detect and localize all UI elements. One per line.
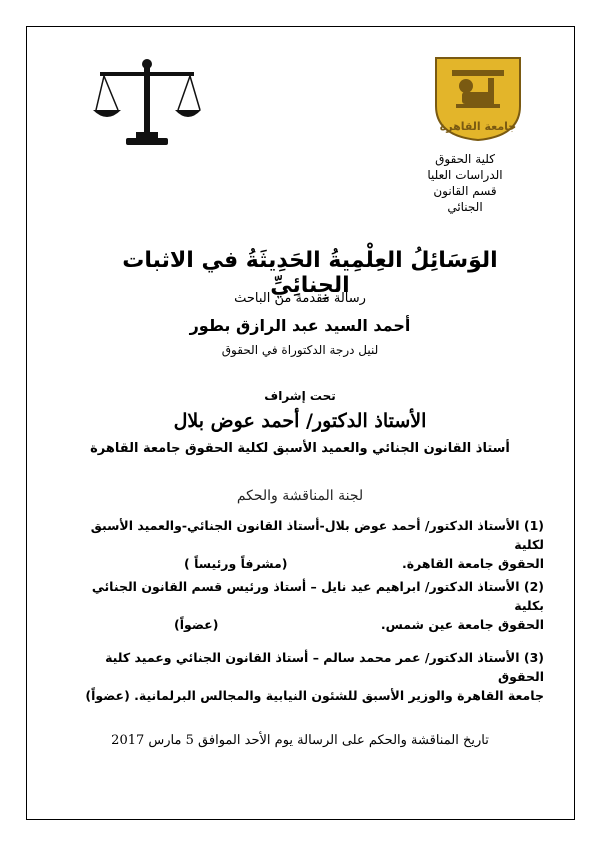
- emblem-caption: جامعة القاهرة: [439, 120, 517, 133]
- scales-of-justice-icon: [92, 54, 202, 154]
- member-line: الحقوق جامعة عين شمس.: [380, 617, 544, 632]
- graduate-studies-label: الدراسات العليا: [427, 168, 503, 182]
- committee-member: [74, 516, 544, 573]
- member-line: الحقوق جامعة القاهرة.: [401, 556, 544, 571]
- cairo-university-emblem: [432, 56, 524, 142]
- committee-member: [74, 577, 544, 634]
- member-line: (3) الأستاذ الدكتور/ عمر محمد سالم – أستاذ القانون الجنائي وعميد كلية الحقوق: [105, 650, 544, 684]
- committee-title: لجنة المناقشة والحكم: [236, 488, 364, 504]
- member-line: (2) الأستاذ الدكتور/ ابراهيم عيد نايل – أستاذ ورئيس قسم القانون الجنائي بكلية: [91, 579, 544, 613]
- degree-line: لنيل درجة الدكتوراة في الحقوق: [221, 343, 379, 357]
- defense-date: تاريخ المناقشة والحكم على الرسالة يوم الأحد الموافق 5 مارس 2017: [111, 733, 489, 748]
- department-label-cont: الجنائي: [447, 200, 483, 214]
- committee-member: [74, 648, 544, 705]
- member-role: (عضواً): [174, 617, 219, 632]
- faculty-label: كلية الحقوق: [435, 152, 495, 166]
- supervisor-description: أستاذ القانون الجنائي والعميد الأسبق لكلية الحقوق جامعة القاهرة: [90, 441, 510, 456]
- department-block: [390, 151, 540, 215]
- member-line: جامعة القاهرة والوزير الأسبق للشئون النيابية والمجالس البرلمانية. (عضواً): [85, 688, 544, 703]
- member-role: (مشرفاً ورئيساً ): [184, 556, 288, 571]
- thesis-title: الوَسَائِلُ العِلْمِيةُ الحَدِيثَةُ في الاثبات الجِنائِيِّ: [122, 248, 498, 298]
- supervision-label: تحت إشراف: [264, 389, 336, 403]
- presented-by: رسالة مقدمة من الباحث: [234, 291, 366, 306]
- supervisor-name: الأستاذ الدكتور/ أحمد عوض بلال: [173, 410, 427, 432]
- member-line: (1) الأستاذ الدكتور/ أحمد عوض بلال-أستاذ القانون الجنائي-والعميد الأسبق لكلية: [90, 518, 544, 552]
- department-label: قسم القانون: [433, 184, 497, 198]
- author-name: أحمد السيد عبد الرازق بطور: [189, 316, 411, 335]
